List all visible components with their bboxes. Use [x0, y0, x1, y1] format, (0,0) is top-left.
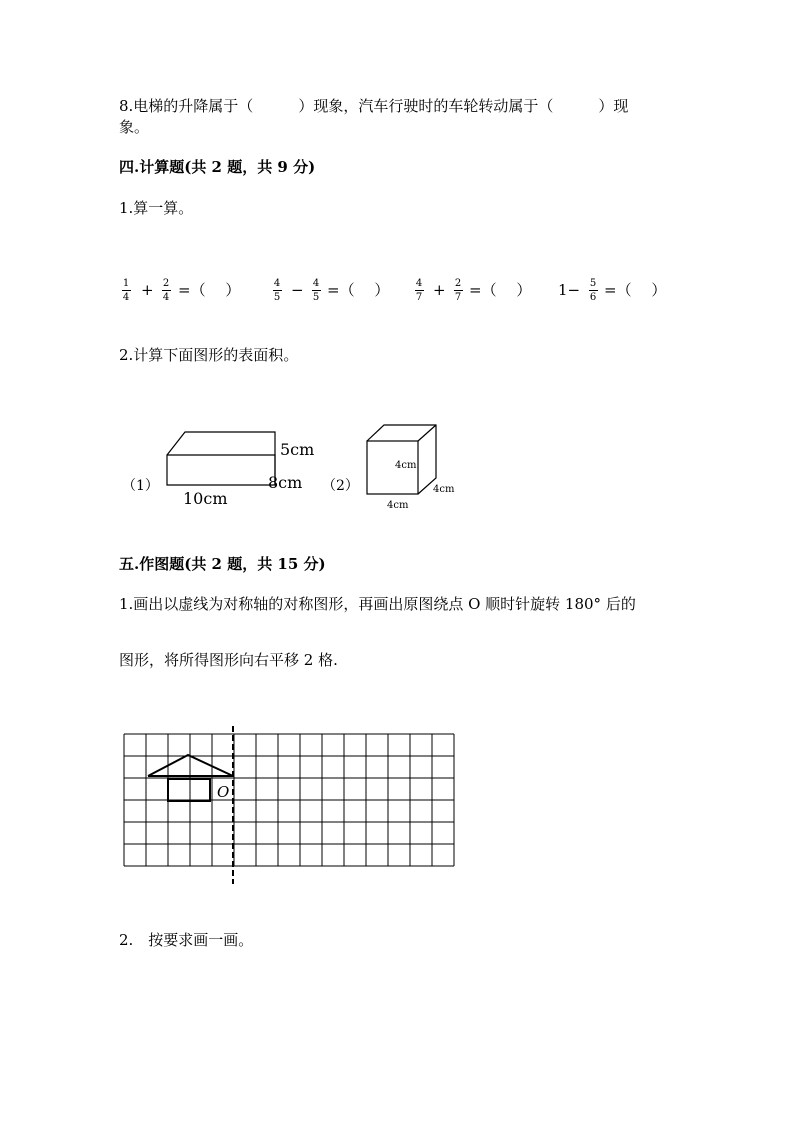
point-o-label: O — [217, 783, 230, 801]
fraction: 2 7 — [454, 278, 462, 303]
dimension-length: 10cm — [183, 489, 228, 508]
answer-blank: =（ ） — [327, 281, 390, 299]
operator: + — [141, 281, 154, 299]
operator: − — [291, 281, 304, 299]
section4-title: 四.计算题(共 2 题，共 9 分) — [119, 158, 316, 176]
section5-title: 五.作图题(共 2 题，共 15 分) — [119, 555, 326, 573]
figure2-label: （2） — [322, 478, 359, 494]
fraction: 2 4 — [162, 278, 170, 303]
section4-q2: 2.计算下面图形的表面积。 — [119, 346, 299, 364]
section5-q1-line2: 图形，将所得图形向右平移 2 格. — [119, 651, 338, 669]
original-figure-body — [168, 779, 210, 801]
fraction: 4 5 — [312, 278, 320, 303]
drawing-grid — [120, 724, 460, 884]
q8-line2: 象。 — [119, 118, 150, 136]
fraction: 1 4 — [122, 278, 130, 303]
dimension-height: 5cm — [280, 440, 315, 459]
dimension-width: 8cm — [268, 473, 303, 492]
answer-blank: =（ ） — [469, 281, 532, 299]
whole-number: 1− — [558, 281, 581, 299]
q8-line1: 8.电梯的升降属于（ ）现象，汽车行驶时的车轮转动属于（ ）现 — [119, 97, 629, 115]
operator: + — [433, 281, 446, 299]
fraction: 4 7 — [415, 278, 423, 303]
cube-front-label: 4cm — [395, 460, 417, 471]
answer-blank: =（ ） — [178, 281, 241, 299]
figure1-label: （1） — [122, 478, 159, 494]
fraction: 5 6 — [589, 278, 597, 303]
fraction: 4 5 — [273, 278, 281, 303]
section4-q1: 1.算一算。 — [119, 199, 194, 217]
answer-blank: =（ ） — [604, 281, 667, 299]
cube-side-label: 4cm — [433, 484, 455, 495]
section5-q1-line1: 1.画出以虚线为对称轴的对称图形，再画出原图绕点 O 顺时针旋转 180° 后的 — [119, 595, 636, 613]
cube-bottom-label: 4cm — [387, 500, 409, 511]
section5-q2: 2. 按要求画一画。 — [119, 931, 254, 949]
